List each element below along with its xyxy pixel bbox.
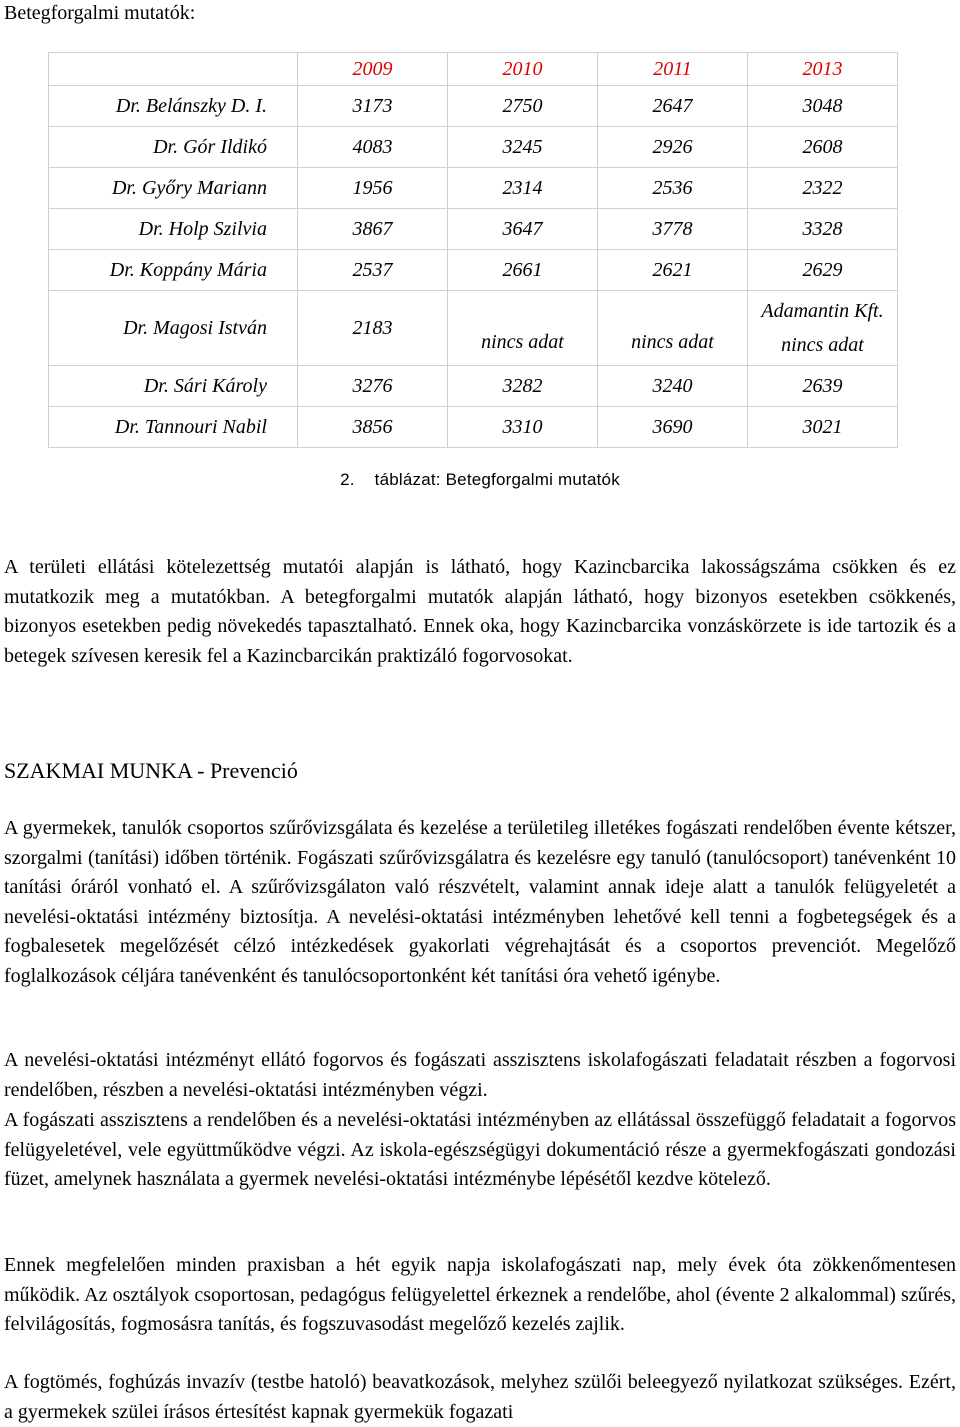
table-row [49, 366, 898, 407]
value-cell: 2647 [597, 86, 747, 127]
header-empty-cell [49, 53, 298, 86]
value-cell: 3276 [297, 366, 447, 407]
value-cell: 2621 [597, 250, 747, 291]
caption-text: táblázat: Betegforgalmi mutatók [374, 470, 620, 489]
year-header: 2011 [597, 53, 747, 86]
table-heading: Betegforgalmi mutatók: [4, 2, 196, 24]
doctor-name: Dr. Holp Szilvia [49, 209, 298, 250]
doctor-name: Dr. Sári Károly [49, 366, 298, 407]
value-cell: 3048 [747, 86, 897, 127]
year-header: 2009 [297, 53, 447, 86]
value-cell: 2536 [597, 168, 747, 209]
table-row [49, 168, 898, 209]
no-data-label: nincs adat [781, 334, 864, 356]
value-cell: 2629 [747, 250, 897, 291]
paragraph-school-day: Ennek megfelelően minden praxisban a hét egyik napja iskolafogászati nap, mely évek óta zökkenőmentesen működik. Az osztályok csoportosan, pedagógus felügyelettel érkeznek a rendelőbe, ahol (évente 2 alkalommal) szűrés, felvilágosítás, fogmosásra tanítás, és fogszuvasodást megelőző kezelés zajlik. [4, 1254, 956, 1335]
doctor-name: Dr. Belánszky D. I. [49, 86, 298, 127]
value-cell: 1956 [297, 168, 447, 209]
value-cell: 3245 [447, 127, 597, 168]
value-cell: 4083 [297, 127, 447, 168]
table-row [49, 209, 898, 250]
value-cell: 2750 [447, 86, 597, 127]
doctor-name: Dr. Győry Mariann [49, 168, 298, 209]
year-header: 2013 [747, 53, 897, 86]
value-cell [447, 291, 597, 366]
value-cell: 3173 [297, 86, 447, 127]
table-header-row [49, 53, 898, 86]
value-cell: 3647 [447, 209, 597, 250]
table-caption [0, 470, 960, 490]
doctor-name: Dr. Koppány Mária [49, 250, 298, 291]
table-row [49, 250, 898, 291]
no-data-label: nincs adat [631, 330, 714, 353]
year-header: 2010 [447, 53, 597, 86]
doctor-name: Dr. Gór Ildikó [49, 127, 298, 168]
value-cell: 2183 [297, 291, 447, 366]
value-cell: 3328 [747, 209, 897, 250]
patient-stats-table [48, 52, 898, 448]
paragraph-assistant-duties: A fogászati asszisztens a rendelőben és a nevelési-oktatási intézményben az ellátással összefüggő feladatait a fogorvos felügyeletével, vele együttműködve végzi. Az iskola-egészségügyi dokumentáció része a gyermekfogászati gondozási füzet, amelynek használata a gyermek nevelési-oktatási intézménybe lépésétől kezdve kötelező. [4, 1109, 956, 1190]
value-cell: 2661 [447, 250, 597, 291]
paragraph-school-dentistry: A nevelési-oktatási intézményt ellátó fogorvos és fogászati asszisztens iskolafogászati feladatait részben a fogorvosi rendelőben, részben a nevelési-oktatási intézményben végzi. [4, 1049, 956, 1101]
table-row [49, 127, 898, 168]
value-cell: 3021 [747, 407, 897, 448]
value-cell: 3310 [447, 407, 597, 448]
doctor-name: Dr. Magosi István [49, 291, 298, 366]
value-cell: 3856 [297, 407, 447, 448]
table-row [49, 86, 898, 127]
value-cell: 2608 [747, 127, 897, 168]
value-cell: 3240 [597, 366, 747, 407]
table-row [49, 291, 898, 366]
value-stack [756, 294, 889, 362]
value-cell: 3282 [447, 366, 597, 407]
value-cell [747, 291, 897, 366]
value-cell: 3690 [597, 407, 747, 448]
caption-number: 2. [340, 470, 355, 489]
value-cell: 3867 [297, 209, 447, 250]
value-cell: 2639 [747, 366, 897, 407]
paragraph-prevention: A gyermekek, tanulók csoportos szűrővizsgálata és kezelése a területileg illetékes fogászati rendelőben évente kétszer, szorgalmi (tanítási) időben történik. Fogászati szűrővizsgálatra és kezelésre egy tanuló (tanulócsoport) tanévenként 10 tanítási óráról vonható el. A szűrővizsgálaton való részvételt, valamint annak ideje alatt a tanulók felügyeletét a nevelési-oktatási intézmény biztosítja. A nevelési-oktatási intézményben lehetővé kell tenni a fogbetegségek és a fogbalesetek megelőzését célzó intézkedések gyakorlati végrehajtását és a csoportos prevenciót. Megelőző foglalkozások céljára tanévenként és tanulócsoportonként két tanítási óra vehető igénybe. [4, 817, 956, 987]
section-title: SZAKMAI MUNKA - Prevenció [4, 758, 298, 783]
value-cell: 2314 [447, 168, 597, 209]
company-note: Adamantin Kft. [761, 300, 884, 322]
no-data-label: nincs adat [481, 330, 564, 353]
value-cell [597, 291, 747, 366]
value-cell: 2322 [747, 168, 897, 209]
value-cell: 2537 [297, 250, 447, 291]
paragraph-consent: A fogtömés, foghúzás invazív (testbe hatoló) beavatkozások, melyhez szülői beleegyező nyilatkozat szükséges. Ezért, a gyermekek szülei írásos értesítést kapnak gyermekük fogazati [4, 1371, 956, 1423]
doctor-name: Dr. Tannouri Nabil [49, 407, 298, 448]
value-cell: 2926 [597, 127, 747, 168]
paragraph-population: A területi ellátási kötelezettség mutatói alapján is látható, hogy Kazincbarcika lakosságszáma csökken és ez mutatkozik meg a mutatókban. A betegforgalmi mutatók alapján látható, hogy bizonyos esetekben csökkenés, bizonyos esetekben pedig növekedés tapasztalható. Ennek oka, hogy Kazincbarcika vonzáskörzete is ide tartozik és a betegek szívesen keresik fel a Kazincbarcikán praktizáló fogorvosokat. [4, 556, 956, 667]
value-cell: 3778 [597, 209, 747, 250]
table-row [49, 407, 898, 448]
